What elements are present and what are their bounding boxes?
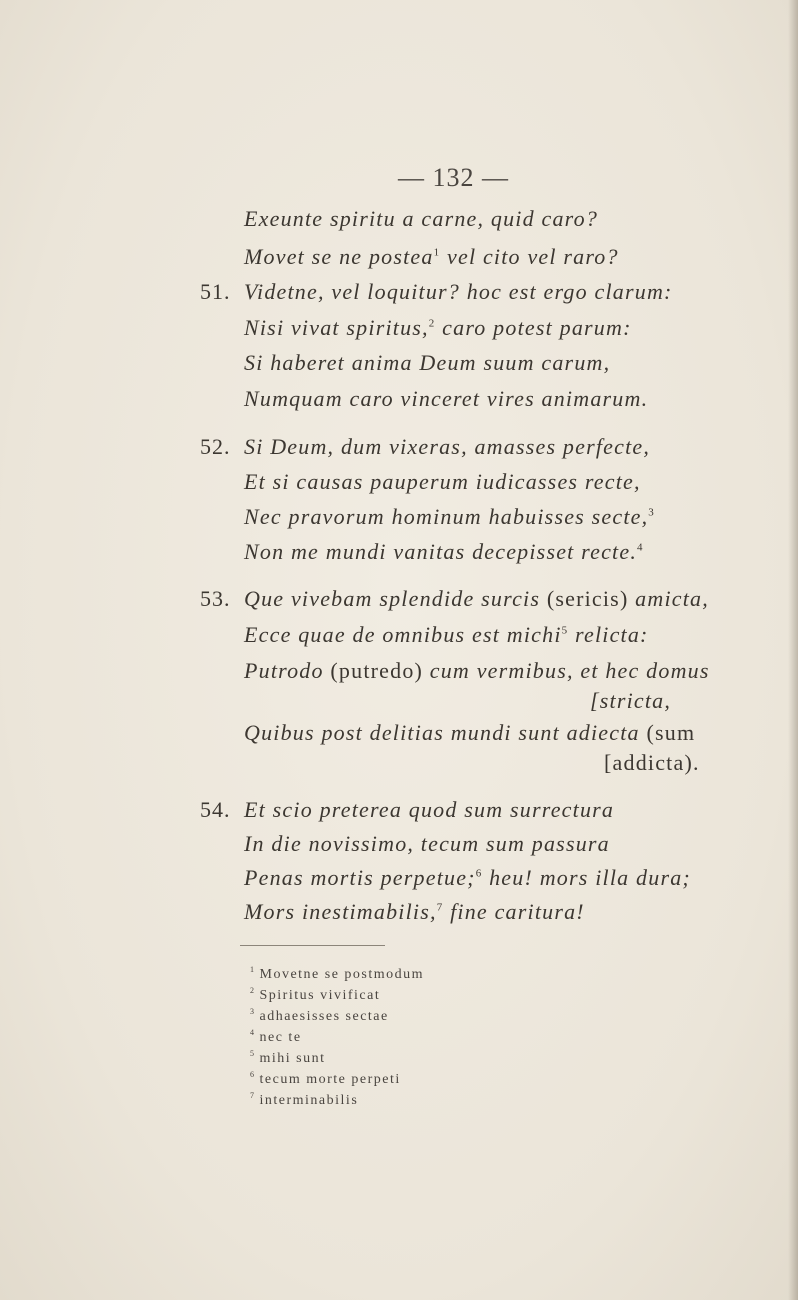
verse-line: Putrodo (putredo) cum vermibus, et hec domus bbox=[244, 658, 710, 683]
footnote: $^3$ adhaesisses sectae bbox=[250, 1007, 389, 1024]
verse-line: Mors inestimabilis,$^7$ fine caritura! bbox=[244, 899, 585, 924]
verse-line-turnover: [stricta, bbox=[590, 688, 672, 713]
verse-line: Numquam caro vinceret vires animarum. bbox=[244, 386, 649, 411]
page-edge-shadow bbox=[788, 0, 798, 1300]
footnote: $^7$ interminabilis bbox=[250, 1091, 359, 1108]
footnote-ref: 5 bbox=[561, 624, 569, 637]
stanza-number: 54. bbox=[200, 797, 231, 822]
verse-line: Movet se ne postea$^1$ vel cito vel raro? bbox=[244, 244, 619, 269]
footnote-ref: 2 bbox=[428, 317, 436, 330]
verse-line: Nisi vivat spiritus,$^2$ caro potest parum: bbox=[244, 315, 632, 340]
verse-line: Si haberet anima Deum suum carum, bbox=[244, 350, 611, 375]
footnote: $^5$ mihi sunt bbox=[250, 1049, 326, 1066]
footnote-ref: 7 bbox=[436, 901, 444, 914]
footnote: $^6$ tecum morte perpeti bbox=[250, 1070, 401, 1087]
page-number: — 132 — bbox=[398, 163, 509, 192]
verse-line: Non me mundi vanitas decepisset recte.$^4$ bbox=[244, 539, 644, 564]
stanza-number: 51. bbox=[200, 279, 231, 304]
verse-line: Si Deum, dum vixeras, amasses perfecte, bbox=[244, 434, 651, 459]
verse-line: Et scio preterea quod sum surrectura bbox=[244, 797, 615, 822]
stanza-number: 52. bbox=[200, 434, 231, 459]
footnote: $^4$ nec te bbox=[250, 1028, 302, 1045]
verse-line-turnover: [addicta). bbox=[604, 750, 700, 775]
footnote-ref: 4 bbox=[637, 541, 644, 554]
footnote: $^2$ Spiritus vivificat bbox=[250, 986, 381, 1003]
footnote-ref: 1 bbox=[433, 246, 441, 259]
verse-line: Videtne, vel loquitur? hoc est ergo clarum: bbox=[244, 279, 673, 304]
footnote-ref: 3 bbox=[648, 506, 655, 519]
footnote: $^1$ Movetne se postmodum bbox=[250, 965, 425, 982]
verse-line: Et si causas pauperum iudicasses recte, bbox=[244, 469, 641, 494]
stanza-number: 53. bbox=[200, 586, 231, 611]
footnote-rule bbox=[240, 945, 385, 946]
verse-line: In die novissimo, tecum sum passura bbox=[244, 831, 610, 856]
verse-line: Nec pravorum hominum habuisses secte,$^3$ bbox=[244, 504, 655, 529]
footnote-ref: 6 bbox=[475, 867, 483, 880]
verse-line: Penas mortis perpetue;$^6$ heu! mors illa dura; bbox=[244, 865, 691, 890]
verse-line: Ecce quae de omnibus est michi$^5$ relicta: bbox=[244, 622, 649, 647]
verse-line: Quibus post delitias mundi sunt adiecta (sum bbox=[244, 720, 696, 745]
verse-line: Que vivebam splendide surcis (sericis) amicta, bbox=[244, 586, 709, 611]
verse-line: Exeunte spiritu a carne, quid caro? bbox=[244, 206, 599, 231]
